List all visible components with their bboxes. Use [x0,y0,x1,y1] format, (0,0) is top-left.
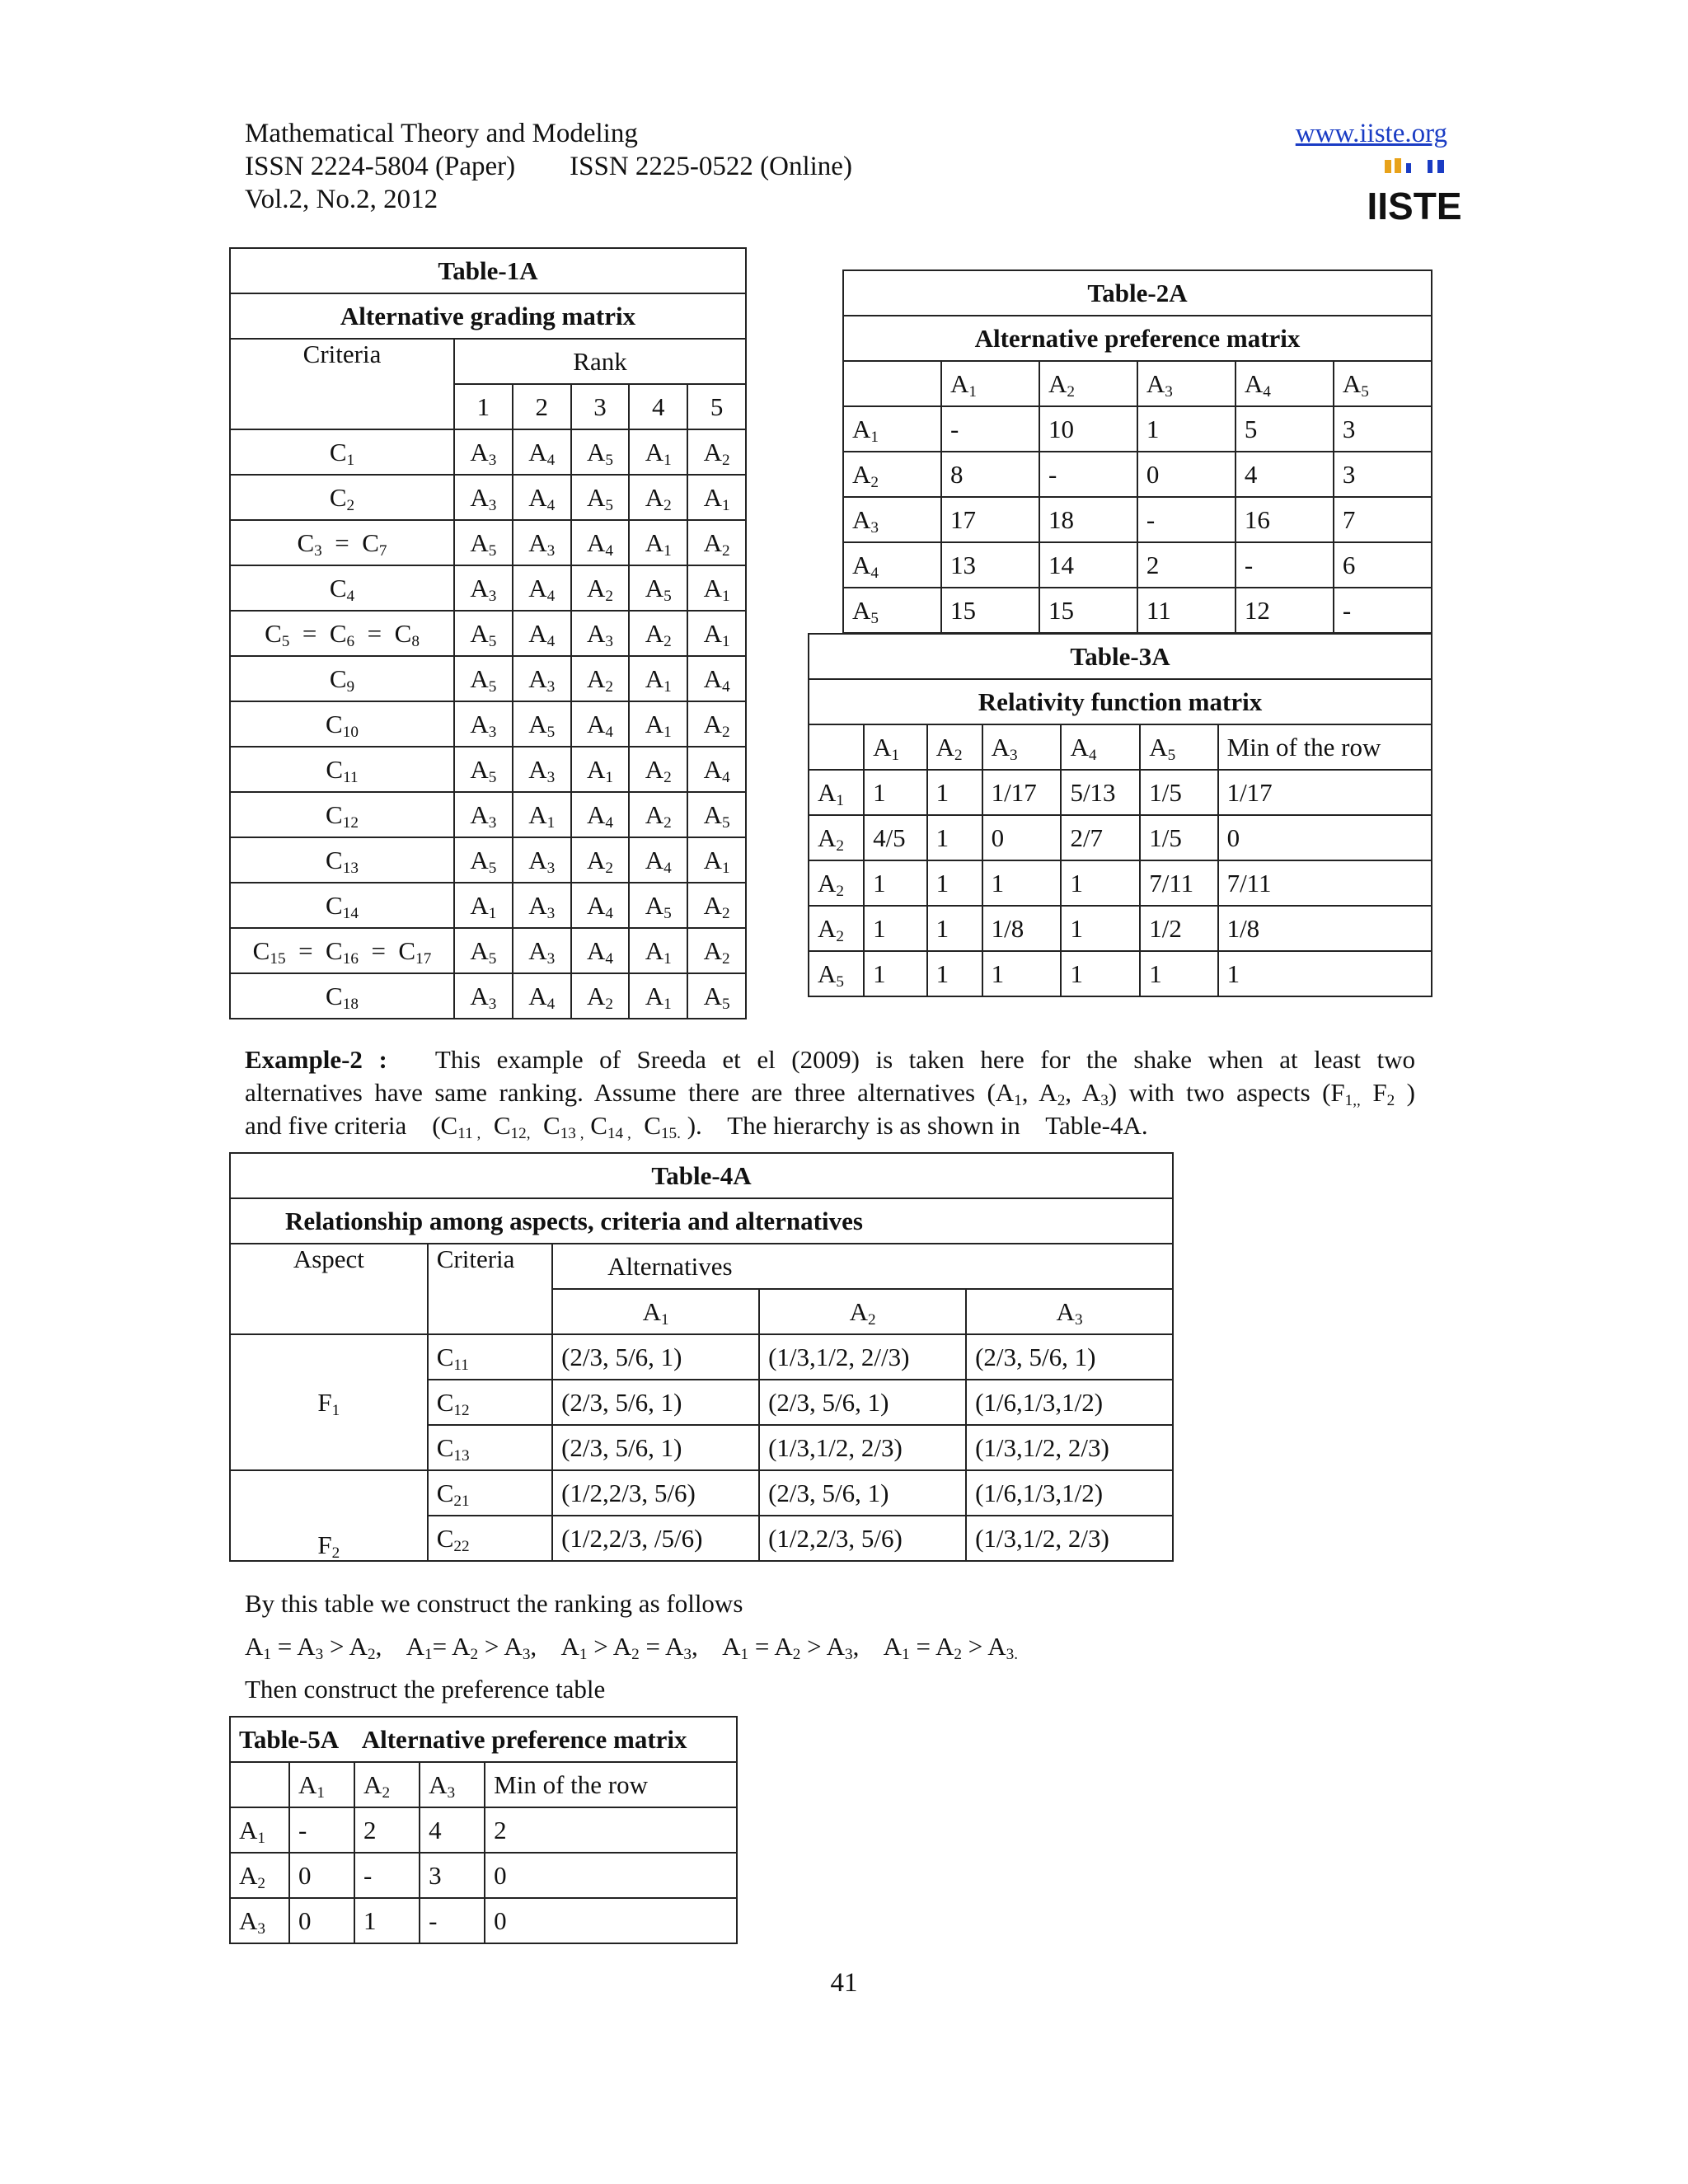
value-cell: 6 [1334,542,1432,588]
table-row [230,883,746,928]
criterion-cell: $C_{22}$ [428,1516,552,1561]
value-cell: 1/17 [982,770,1062,815]
volume-line: Vol.2, No.2, 2012 [245,185,438,214]
value-cell: - [420,1898,485,1943]
alternative-cell: $A_3$ [454,792,513,837]
table-row [230,1898,737,1943]
example-2-line-3: and five criteria ($C_{11 ,}$ $C_{12,}$ $C_{13 ,}$ $C_{14 ,}$ $C_{15.}$ ). The hierarchy is as shown in Table-4A. [245,1111,1148,1142]
value-cell: 10 [1039,406,1137,452]
alternative-cell: $A_2$ [687,429,746,475]
aspect-cell: $F_1$ [230,1334,428,1470]
value-cell: 1 [864,906,927,951]
journal-title: Mathematical Theory and Modeling [245,119,638,148]
alternative-cell: $A_1$ [687,565,746,611]
corner-cell [843,361,941,406]
page-number: 41 [830,1968,858,1998]
value-cell: 7 [1334,497,1432,542]
column-header: $A_2$ [927,724,982,770]
alternative-cell: $A_1$ [629,973,687,1019]
value-cell: 3 [420,1853,485,1898]
value-cell: 1/5 [1140,815,1217,860]
min-header: Min of the row [1218,724,1432,770]
value-cell: 0 [1137,452,1236,497]
criterion-cell: $C_{21}$ [428,1470,552,1516]
alternative-cell: $A_5$ [454,611,513,656]
criteria-header: Criteria [428,1244,552,1334]
value-cell: 4 [420,1807,485,1853]
criterion-cell: $C_{12}$ [230,792,454,837]
value-cell: 1 [982,951,1062,996]
value-cell: 1 [1140,951,1217,996]
table-row [230,701,746,747]
alternative-cell: $A_5$ [454,520,513,565]
value-cell: (2/3, 5/6, 1) [966,1334,1173,1380]
row-header: $A_5$ [809,951,864,996]
criterion-cell: $C_{10}$ [230,701,454,747]
alternative-cell: $A_4$ [513,429,571,475]
alternative-header: $A_1$ [552,1289,759,1334]
alternative-cell: $A_2$ [571,565,630,611]
row-header: $A_2$ [843,452,941,497]
value-cell: (1/6,1/3,1/2) [966,1380,1173,1425]
column-header: $A_5$ [1140,724,1217,770]
value-cell: (2/3, 5/6, 1) [552,1334,759,1380]
table-row [230,656,746,701]
alternative-cell: $A_3$ [513,837,571,883]
value-cell: 16 [1236,497,1334,542]
alternative-cell: $A_5$ [454,656,513,701]
value-cell: 1/2 [1140,906,1217,951]
value-cell: 1 [864,770,927,815]
alternative-cell: $A_5$ [687,973,746,1019]
criterion-cell: $C_1$ [230,429,454,475]
value-cell: 0 [289,1853,354,1898]
value-cell: 1 [864,860,927,906]
aspect-header: Aspect [230,1244,428,1334]
table-subtitle: Alternative preference matrix [843,316,1432,361]
table-row [809,815,1432,860]
table-subtitle: Alternative grading matrix [230,293,746,339]
table-subtitle: Relationship among aspects, criteria and alternatives [230,1198,1173,1244]
criterion-cell: $C_{13}$ [230,837,454,883]
rank-number: 4 [629,384,687,429]
alternative-cell: $A_3$ [454,475,513,520]
value-cell: 5/13 [1061,770,1140,815]
criterion-cell: $C_5 = C_6 = C_8$ [230,611,454,656]
table-title: Table-4A [230,1153,1173,1198]
alternative-cell: $A_2$ [687,520,746,565]
alternative-cell: $A_2$ [571,656,630,701]
alternative-cell: $A_5$ [513,701,571,747]
alternative-cell: $A_4$ [513,565,571,611]
value-cell: 0 [485,1898,737,1943]
table-3a [808,633,1432,997]
alternative-cell: $A_5$ [571,429,630,475]
value-cell: 17 [941,497,1039,542]
column-header: $A_5$ [1334,361,1432,406]
column-header: $A_3$ [420,1762,485,1807]
table-row [230,792,746,837]
row-header: $A_2$ [809,906,864,951]
table-row [230,611,746,656]
criterion-cell: $C_{18}$ [230,973,454,1019]
alternative-cell: $A_4$ [571,883,630,928]
value-cell: - [289,1807,354,1853]
column-header: $A_4$ [1236,361,1334,406]
value-cell: (1/3,1/2, 2//3) [759,1334,966,1380]
value-cell: 1 [1061,951,1140,996]
value-cell: - [1137,497,1236,542]
table-row [230,837,746,883]
value-cell: 2 [485,1807,737,1853]
value-cell: 7/11 [1218,860,1432,906]
example-text: and five criteria [245,1111,407,1140]
alternative-cell: $A_1$ [629,701,687,747]
alternative-cell: $A_3$ [513,883,571,928]
min-header: Min of the row [485,1762,737,1807]
value-cell: 1 [927,815,982,860]
row-header: $A_3$ [230,1898,289,1943]
criterion-cell: $C_{11}$ [230,747,454,792]
value-cell: - [1334,588,1432,633]
example-text: The hierarchy is as shown in Table-4A. [727,1111,1148,1140]
row-header: $A_2$ [230,1853,289,1898]
table-row [809,906,1432,951]
value-cell: (1/2,2/3, 5/6) [552,1470,759,1516]
alternative-cell: $A_2$ [687,883,746,928]
alternative-cell: $A_2$ [629,792,687,837]
header-row [843,361,1432,406]
table-5a [229,1716,738,1944]
alternative-cell: $A_4$ [571,928,630,973]
value-cell: 1 [927,860,982,906]
alternative-cell: $A_5$ [454,928,513,973]
value-cell: 1 [354,1898,420,1943]
criteria-header: Criteria [230,339,454,429]
value-cell: - [941,406,1039,452]
value-cell: (2/3, 5/6, 1) [759,1380,966,1425]
value-cell: (1/3,1/2, 2/3) [966,1516,1173,1561]
value-cell: 4/5 [864,815,927,860]
alternative-header: $A_3$ [966,1289,1173,1334]
value-cell: 1 [982,860,1062,906]
alternative-cell: $A_1$ [629,520,687,565]
alternative-cell: $A_4$ [687,656,746,701]
value-cell: 15 [941,588,1039,633]
value-cell: 1/5 [1140,770,1217,815]
value-cell: (1/2,2/3, /5/6) [552,1516,759,1561]
alternative-cell: $A_5$ [629,565,687,611]
table-row [230,928,746,973]
value-cell: (2/3, 5/6, 1) [552,1425,759,1470]
alternative-cell: $A_5$ [571,475,630,520]
table-row [230,565,746,611]
alternative-cell: $A_2$ [571,973,630,1019]
aspect-cell: $F_2$ [230,1470,428,1561]
value-cell: (1/6,1/3,1/2) [966,1470,1173,1516]
alternative-cell: $A_4$ [513,475,571,520]
rank-header: Rank [454,339,746,384]
value-cell: (1/2,2/3, 5/6) [759,1516,966,1561]
table-2a [842,269,1432,634]
example-text: This example of Sreeda et el (2009) is taken here for the shake when at least two [434,1045,1415,1074]
alternative-cell: $A_1$ [629,429,687,475]
preference-intro: Then construct the preference table [245,1675,606,1704]
header-row [809,724,1432,770]
table-row [843,588,1432,633]
criterion-cell: $C_{13}$ [428,1425,552,1470]
value-cell: - [1039,452,1137,497]
table-row [230,1334,1173,1380]
criterion-cell: $C_4$ [230,565,454,611]
alternative-cell: $A_1$ [629,656,687,701]
row-header: $A_1$ [230,1807,289,1853]
alternative-cell: $A_4$ [571,520,630,565]
value-cell: 0 [1218,815,1432,860]
ranking-formula: $A_1 = A_3 > A_2$, $A_1= A_2 > A_3$, $A_1 > A_2 = A_3$, $A_1 = A_2 > A_3$, $A_1 = A_2 > A_{3.}$ [245,1632,1019,1663]
value-cell: 7/11 [1140,860,1217,906]
alternative-cell: $A_4$ [513,973,571,1019]
table-row [809,770,1432,815]
column-header: $A_1$ [864,724,927,770]
value-cell: 1 [1137,406,1236,452]
rank-number: 1 [454,384,513,429]
table-title: Table-1A [230,248,746,293]
example-2-line-2: alternatives have same ranking. Assume there are three alternatives ($A_1$, $A_2$, $A_3$) with two aspects ($F_{1,,}$ $F_2$ ) [245,1078,1415,1109]
value-cell: 0 [982,815,1062,860]
table-row [230,429,746,475]
corner-cell [230,1762,289,1807]
value-cell: 1 [1218,951,1432,996]
table-title: Table-2A [843,270,1432,316]
value-cell: - [354,1853,420,1898]
alternative-header: $A_2$ [759,1289,966,1334]
value-cell: 15 [1039,588,1137,633]
alternative-cell: $A_5$ [454,747,513,792]
value-cell: 2 [1137,542,1236,588]
value-cell: 0 [289,1898,354,1943]
alternative-cell: $A_2$ [687,701,746,747]
value-cell: 1 [927,906,982,951]
alternative-cell: $A_5$ [454,837,513,883]
value-cell: 1 [864,951,927,996]
value-cell: (1/3,1/2, 2/3) [759,1425,966,1470]
table-1a [229,247,747,1019]
alternative-cell: $A_2$ [687,928,746,973]
column-header: $A_4$ [1061,724,1140,770]
alternative-cell: $A_1$ [687,611,746,656]
value-cell: 12 [1236,588,1334,633]
table-title: Table-3A [809,634,1432,679]
value-cell: 1 [1061,860,1140,906]
alternative-cell: $A_3$ [454,973,513,1019]
alternative-cell: $A_5$ [629,883,687,928]
criterion-cell: $C_{11}$ [428,1334,552,1380]
value-cell: (1/3,1/2, 2/3) [966,1425,1173,1470]
alternative-cell: $A_1$ [687,475,746,520]
value-cell: 2 [354,1807,420,1853]
value-cell: 11 [1137,588,1236,633]
example-text: alternatives have same ranking. Assume there are three alternatives (A [245,1078,1015,1107]
alternative-cell: $A_4$ [513,611,571,656]
alternative-cell: $A_4$ [571,792,630,837]
column-header: $A_2$ [354,1762,420,1807]
example-label: Example-2 : [245,1045,387,1074]
criterion-cell: $C_{14}$ [230,883,454,928]
alternative-cell: $A_3$ [513,520,571,565]
value-cell: 1/17 [1218,770,1432,815]
value-cell: 5 [1236,406,1334,452]
value-cell: (2/3, 5/6, 1) [552,1380,759,1425]
table-row [230,520,746,565]
issn-line: ISSN 2224-5804 (Paper) ISSN 2225-0522 (Online) [245,152,852,181]
value-cell: 1/8 [1218,906,1432,951]
table-subtitle: Relativity function matrix [809,679,1432,724]
alternative-cell: $A_2$ [629,747,687,792]
row-header: $A_3$ [843,497,941,542]
value-cell: 1/8 [982,906,1062,951]
row-header: $A_5$ [843,588,941,633]
value-cell: 14 [1039,542,1137,588]
logo-text: IISTE [1367,185,1462,227]
table-row [843,497,1432,542]
column-header: $A_3$ [982,724,1062,770]
table-row [230,475,746,520]
value-cell: 18 [1039,497,1137,542]
alternative-cell: $A_4$ [687,747,746,792]
criterion-cell: $C_{15} = C_{16} = C_{17}$ [230,928,454,973]
value-cell: (2/3, 5/6, 1) [759,1470,966,1516]
alternative-cell: $A_1$ [571,747,630,792]
alternative-cell: $A_4$ [629,837,687,883]
header-row [230,1762,737,1807]
example-2-line-1 [245,1043,1415,1076]
alternative-cell: $A_2$ [571,837,630,883]
alternative-cell: $A_3$ [513,656,571,701]
value-cell: 13 [941,542,1039,588]
iiste-logo-icon [1367,157,1462,227]
column-header: $A_2$ [1039,361,1137,406]
table-row [230,1853,737,1898]
table-row [230,1470,1173,1516]
rank-number: 3 [571,384,630,429]
table-row [230,1807,737,1853]
criterion-cell: $C_2$ [230,475,454,520]
table-row [843,452,1432,497]
alternative-cell: $A_1$ [687,837,746,883]
alternative-cell: $A_2$ [629,475,687,520]
table-row [809,951,1432,996]
alternative-cell: $A_4$ [571,701,630,747]
criterion-cell: $C_{12}$ [428,1380,552,1425]
alternative-cell: $A_3$ [454,565,513,611]
value-cell: 2/7 [1061,815,1140,860]
value-cell: 8 [941,452,1039,497]
value-cell: 1 [1061,906,1140,951]
table-row [843,406,1432,452]
alternative-cell: $A_3$ [571,611,630,656]
value-cell: 1 [927,951,982,996]
criterion-cell: $C_9$ [230,656,454,701]
value-cell: - [1236,542,1334,588]
alternative-cell: $A_1$ [513,792,571,837]
table-title: Table-5A Alternative preference matrix [230,1717,737,1762]
ranking-intro: By this table we construct the ranking as follows [245,1589,743,1618]
column-header: $A_1$ [941,361,1039,406]
table-row [230,973,746,1019]
row-header: $A_1$ [809,770,864,815]
row-header: $A_2$ [809,815,864,860]
row-header: $A_4$ [843,542,941,588]
criterion-cell: $C_3 = C_7$ [230,520,454,565]
table-row [230,747,746,792]
row-header: $A_2$ [809,860,864,906]
alternative-cell: $A_3$ [454,701,513,747]
row-header: $A_1$ [843,406,941,452]
table-row [809,860,1432,906]
alternative-cell: $A_3$ [454,429,513,475]
column-header: $A_1$ [289,1762,354,1807]
alternatives-header: Alternatives [552,1244,1173,1289]
alternative-cell: $A_1$ [454,883,513,928]
rank-number: 5 [687,384,746,429]
table-row [843,542,1432,588]
table-4a [229,1152,1174,1562]
value-cell: 0 [485,1853,737,1898]
value-cell: 1 [927,770,982,815]
value-cell: 3 [1334,406,1432,452]
alternative-cell: $A_3$ [513,747,571,792]
alternative-cell: $A_1$ [629,928,687,973]
alternative-cell: $A_2$ [629,611,687,656]
journal-url-link[interactable]: www.iiste.org [1295,119,1447,148]
alternative-cell: $A_3$ [513,928,571,973]
corner-cell [809,724,864,770]
value-cell: 4 [1236,452,1334,497]
alternative-cell: $A_5$ [687,792,746,837]
column-header: $A_3$ [1137,361,1236,406]
value-cell: 3 [1334,452,1432,497]
rank-number: 2 [513,384,571,429]
